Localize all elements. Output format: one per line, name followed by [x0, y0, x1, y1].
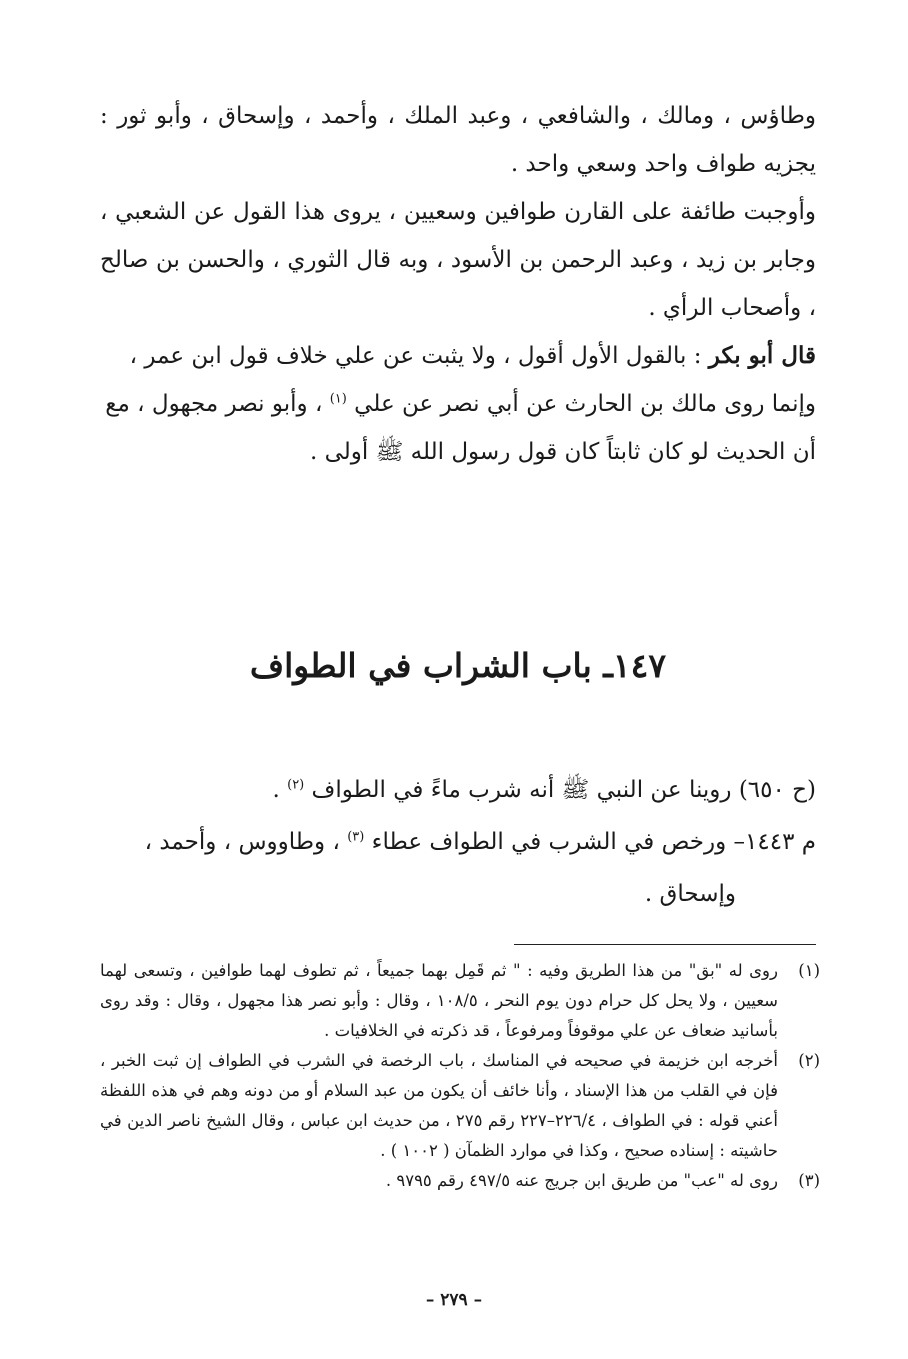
footnote-text: روى له "بق" من هذا الطريق وفيه : " ثم قَمِل بهما جميعاً ، ثم تطوف لهما طوافين ، وتسعى لهما سعيين ، ولا يحل كل حرام دون يوم النحر ، ١٠٨/٥ ، وقال : وأبو نصر هذا مجهول ، وقال : وقد روى بأسانيد ضعاف عن علي موقوفاً ومرفوعاً ، قد ذكرته في الخلافيات . — [100, 961, 778, 1040]
paragraph-2: وأوجبت طائفة على القارن طوافين وسعيين ، يروى هذا القول عن الشعبي ، وجابر بن زيد ، وعبد الرحمن بن الأسود ، وبه قال الثوري ، والحسن بن صالح ، وأصحاب الرأي . — [100, 199, 816, 321]
footnotes — [100, 956, 820, 1196]
masala-1443-text-a: م ١٤٤٣– ورخص في الشرب في الطواف عطاء — [364, 829, 816, 855]
footnote-number: (٢) — [798, 1051, 820, 1070]
hadith-650 — [100, 764, 816, 816]
footnote-number: (١) — [798, 961, 820, 980]
masala-1443 — [100, 816, 816, 868]
hadith-650-text: (ح ٦٥٠) روينا عن النبي ﷺ أنه شرب ماءً في الطواف — [304, 777, 816, 803]
hadith-650-end: . — [272, 777, 288, 803]
paragraph-3-text-b: ، وأبو نصر مجهول ، مع أن الحديث لو كان ثابتاً كان قول رسول الله ﷺ أولى . — [105, 391, 816, 465]
footnote-3 — [100, 1166, 820, 1196]
chapter-heading: ١٤٧ـ باب الشراب في الطواف — [249, 646, 667, 685]
speaker-label: قال أبو بكر — [708, 342, 816, 369]
footnote-2 — [100, 1046, 820, 1166]
footnote-1 — [100, 956, 820, 1046]
paragraph-3-text-a: : بالقول الأول أقول ، ولا يثبت عن علي خلاف قول ابن عمر ، وإنما روى مالك بن الحارث عن أبي نصر عن علي — [129, 343, 816, 417]
footnote-ref-1: (١) — [329, 391, 347, 407]
footnote-text: روى له "عب" من طريق ابن جريج عنه ٤٩٧/٥ رقم ٩٧٩٥ . — [385, 1171, 778, 1190]
footnote-ref-3: (٣) — [347, 829, 365, 845]
footnote-text: أخرجه ابن خزيمة في صحيحه في المناسك ، باب الرخصة في الشرب في الطواف إن ثبت الخبر ، فإن في القلب من هذا الإسناد ، وأنا خائف أن يكون من عبد السلام أو من دونه وهم في هذه اللفظة أعني قوله : في الطواف ، ٢٢٦/٤–٢٢٧ رقم ٢٧٥ ، من حديث ابن عباس ، وقال الشيخ ناصر الدين في حاشيته : إسناده صحيح ، وكذا في موارد الظمآن ( ١٠٠٢ ) . — [100, 1051, 778, 1160]
main-text — [100, 92, 816, 476]
paragraph-1: وطاؤس ، ومالك ، والشافعي ، وعبد الملك ، وأحمد ، وإسحاق ، وأبو ثور : يجزيه طواف واحد وسعي واحد . — [100, 103, 816, 177]
masala-1443-text-b: ، وطاووس ، وأحمد ، — [144, 829, 348, 855]
masala-1443-continuation: وإسحاق . — [644, 881, 736, 907]
footnote-number: (٣) — [798, 1171, 820, 1190]
page-number: – ٢٧٩ – — [425, 1290, 483, 1310]
paragraph-3 — [100, 332, 816, 476]
footnote-divider — [514, 944, 816, 945]
hadith-section — [100, 764, 816, 920]
footnote-ref-2: (٢) — [287, 777, 305, 793]
